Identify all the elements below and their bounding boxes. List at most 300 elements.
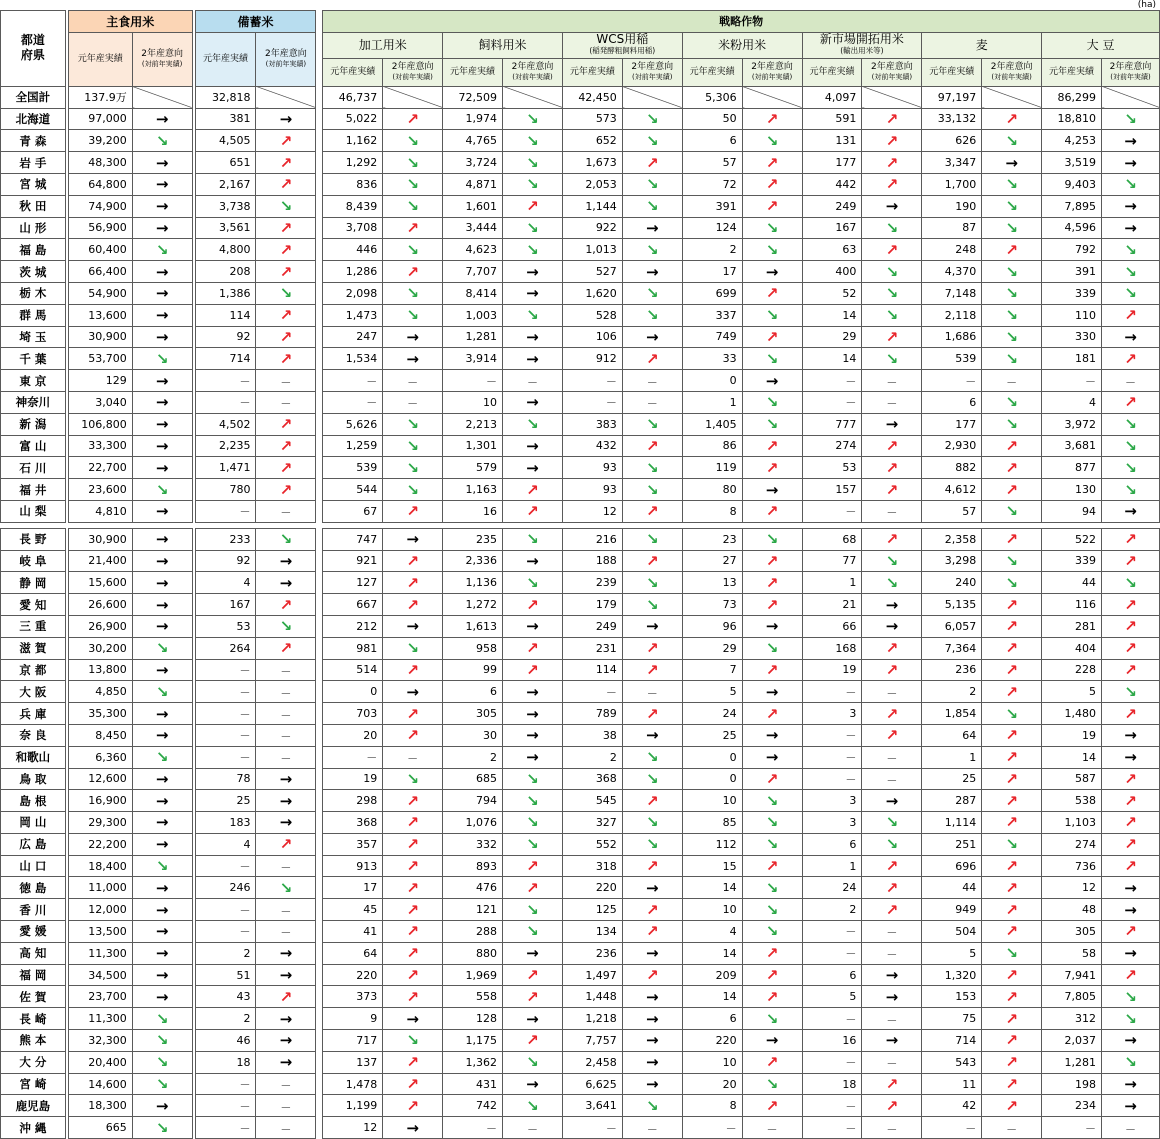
trend-arrow-icon: ↘ [982, 195, 1042, 217]
actual-value: 3,298 [922, 550, 982, 572]
actual-value: 339 [1042, 550, 1102, 572]
trend-arrow-icon: ↗ [982, 528, 1042, 550]
actual-value: 12 [323, 1117, 383, 1139]
actual-value: 2,458 [562, 1051, 622, 1073]
actual-value: 2 [195, 1008, 256, 1030]
spacer [316, 500, 323, 522]
total-crop-actual: 4,097 [802, 86, 862, 108]
actual-value: 2 [443, 746, 503, 768]
actual-value: 15,600 [68, 572, 132, 594]
spacer [316, 877, 323, 899]
trend-arrow-icon: ↗ [982, 986, 1042, 1008]
actual-value: － [802, 768, 862, 790]
actual-value: 23,700 [68, 986, 132, 1008]
prefecture-row [1, 1073, 1160, 1095]
trend-arrow-icon: － [383, 746, 443, 768]
trend-arrow-icon: － [256, 370, 316, 392]
actual-value: 3,681 [1042, 435, 1102, 457]
trend-arrow-icon: ↗ [622, 703, 682, 725]
actual-value: 305 [443, 703, 503, 725]
pref-name: 千 葉 [1, 348, 66, 370]
actual-value: － [802, 391, 862, 413]
actual-value: 4,596 [1042, 217, 1102, 239]
actual-value: 43 [195, 986, 256, 1008]
trend-arrow-icon: → [256, 1051, 316, 1073]
pref-name: 広 島 [1, 833, 66, 855]
trend-arrow-icon: ↘ [982, 130, 1042, 152]
trend-arrow-icon: ↘ [383, 195, 443, 217]
actual-value: 714 [922, 1030, 982, 1052]
actual-value: 85 [682, 812, 742, 834]
spacer [316, 1073, 323, 1095]
crop-header: 米粉用米 [682, 32, 802, 58]
actual-value: － [195, 1095, 256, 1117]
trend-arrow-icon: → [1102, 326, 1160, 348]
actual-value: － [562, 1117, 622, 1139]
actual-value: 236 [922, 659, 982, 681]
actual-value: 57 [922, 500, 982, 522]
actual-value: 1,613 [443, 615, 503, 637]
trend-arrow-icon: ↘ [622, 195, 682, 217]
trend-arrow-icon: ↗ [982, 457, 1042, 479]
trend-arrow-icon: → [1102, 1030, 1160, 1052]
actual-value: 1,259 [323, 435, 383, 457]
trend-arrow-icon: ↘ [1102, 681, 1160, 703]
actual-value: 32,300 [68, 1030, 132, 1052]
actual-value: 72 [682, 173, 742, 195]
trend-arrow-icon: ↘ [503, 528, 563, 550]
trend-arrow-icon: － [862, 500, 922, 522]
trend-arrow-icon: ↘ [622, 239, 682, 261]
actual-value: 3,738 [195, 195, 256, 217]
trend-arrow-icon: → [256, 572, 316, 594]
trend-arrow-icon: → [1102, 1073, 1160, 1095]
trend-arrow-icon: ↗ [622, 855, 682, 877]
actual-value: 2,235 [195, 435, 256, 457]
trend-arrow-icon: ↘ [742, 1008, 802, 1030]
trend-arrow-icon: → [383, 1008, 443, 1030]
trend-arrow-icon: → [132, 833, 192, 855]
actual-value: 3,561 [195, 217, 256, 239]
actual-value: － [323, 746, 383, 768]
actual-value: 179 [562, 594, 622, 616]
actual-value: 1,601 [443, 195, 503, 217]
prefecture-row [1, 790, 1160, 812]
trend-arrow-icon: → [132, 282, 192, 304]
spacer [316, 594, 323, 616]
actual-value: 198 [1042, 1073, 1102, 1095]
actual-value: 4 [195, 572, 256, 594]
actual-value: － [443, 370, 503, 392]
actual-value: 11 [922, 1073, 982, 1095]
actual-value: 264 [195, 637, 256, 659]
trend-arrow-icon: ↗ [742, 1095, 802, 1117]
pref-name: 新 潟 [1, 413, 66, 435]
trend-arrow-icon: → [132, 108, 192, 130]
actual-value: 1,013 [562, 239, 622, 261]
trend-arrow-icon: ↗ [982, 964, 1042, 986]
trend-arrow-icon: → [503, 348, 563, 370]
actual-value: 25 [195, 790, 256, 812]
actual-value: 6 [922, 391, 982, 413]
trend-arrow-icon: → [503, 391, 563, 413]
trend-arrow-icon: ↘ [503, 790, 563, 812]
stock-rice-header: 備蓄米 [195, 11, 316, 33]
total-crop-actual: 86,299 [1042, 86, 1102, 108]
actual-value: 44 [922, 877, 982, 899]
diagonal-cell [132, 86, 192, 108]
trend-arrow-icon: → [132, 550, 192, 572]
actual-value: 212 [323, 615, 383, 637]
trend-arrow-icon: ↘ [132, 348, 192, 370]
trend-arrow-icon: → [132, 457, 192, 479]
table-body [1, 86, 1160, 1138]
trend-arrow-icon: ↘ [982, 348, 1042, 370]
trend-arrow-icon: → [622, 877, 682, 899]
trend-arrow-icon: － [256, 746, 316, 768]
trend-arrow-icon: ↗ [383, 572, 443, 594]
pref-name: 沖 縄 [1, 1117, 66, 1139]
trend-arrow-icon: ↗ [383, 659, 443, 681]
trend-arrow-icon: → [862, 964, 922, 986]
trend-arrow-icon: → [256, 812, 316, 834]
actual-value: 11,300 [68, 1008, 132, 1030]
actual-value: 552 [562, 833, 622, 855]
trend-arrow-icon: ↗ [256, 348, 316, 370]
actual-value: 22,200 [68, 833, 132, 855]
actual-value: 44 [1042, 572, 1102, 594]
trend-arrow-icon: ↘ [132, 239, 192, 261]
prefecture-row [1, 435, 1160, 457]
actual-value: 330 [1042, 326, 1102, 348]
trend-arrow-icon: ↗ [862, 637, 922, 659]
actual-value: 17 [682, 261, 742, 283]
actual-value: 337 [682, 304, 742, 326]
actual-value: 543 [922, 1051, 982, 1073]
trend-arrow-icon: ↘ [383, 130, 443, 152]
pref-name: 北海道 [1, 108, 66, 130]
trend-arrow-icon: ↗ [622, 348, 682, 370]
prefecture-row [1, 681, 1160, 703]
prefecture-row [1, 1030, 1160, 1052]
trend-arrow-icon: ↘ [503, 812, 563, 834]
actual-value: 8,450 [68, 724, 132, 746]
trend-arrow-icon: ↗ [742, 435, 802, 457]
actual-value: 247 [323, 326, 383, 348]
actual-value: 2,213 [443, 413, 503, 435]
actual-value: 958 [443, 637, 503, 659]
actual-value: 19 [323, 768, 383, 790]
trend-arrow-icon: ↘ [1102, 239, 1160, 261]
actual-value: 53 [195, 615, 256, 637]
actual-value: 25 [682, 724, 742, 746]
trend-arrow-icon: ↗ [256, 217, 316, 239]
actual-value: 17 [323, 877, 383, 899]
trend-arrow-icon: ↗ [862, 152, 922, 174]
trend-arrow-icon: ↗ [742, 659, 802, 681]
trend-arrow-icon: ↗ [982, 1051, 1042, 1073]
actual-value: － [682, 1117, 742, 1139]
trend-arrow-icon: → [132, 899, 192, 921]
unit-label: (ha) [1137, 0, 1156, 10]
actual-value: 64 [323, 942, 383, 964]
trend-arrow-icon: ↘ [862, 833, 922, 855]
actual-value: 1,405 [682, 413, 742, 435]
trend-arrow-icon: → [622, 724, 682, 746]
actual-value: 86 [682, 435, 742, 457]
actual-value: 12 [1042, 877, 1102, 899]
trend-arrow-icon: ↘ [256, 528, 316, 550]
trend-arrow-icon: ↗ [862, 1095, 922, 1117]
actual-value: 14 [682, 986, 742, 1008]
actual-value: 124 [682, 217, 742, 239]
pref-name: 滋 賀 [1, 637, 66, 659]
prefecture-row [1, 964, 1160, 986]
actual-value: 1,974 [443, 108, 503, 130]
actual-value: 116 [1042, 594, 1102, 616]
crop-actual-header: 元年産実績 [562, 58, 622, 86]
spacer [316, 108, 323, 130]
actual-value: 6,625 [562, 1073, 622, 1095]
trend-arrow-icon: ↗ [622, 637, 682, 659]
actual-value: 10 [682, 1051, 742, 1073]
trend-arrow-icon: ↘ [742, 833, 802, 855]
trend-arrow-icon: ↗ [383, 986, 443, 1008]
actual-value: 0 [682, 768, 742, 790]
trend-arrow-icon: ↘ [383, 282, 443, 304]
prefecture-row [1, 637, 1160, 659]
trend-arrow-icon: ↘ [862, 348, 922, 370]
pref-name: 石 川 [1, 457, 66, 479]
pref-name: 島 根 [1, 790, 66, 812]
prefecture-row [1, 173, 1160, 195]
trend-arrow-icon: ↗ [503, 964, 563, 986]
actual-value: 246 [195, 877, 256, 899]
trend-arrow-icon: → [132, 877, 192, 899]
actual-value: 10 [682, 899, 742, 921]
trend-arrow-icon: ↗ [1102, 790, 1160, 812]
actual-value: 1 [682, 391, 742, 413]
trend-arrow-icon: → [132, 195, 192, 217]
trend-arrow-icon: ↗ [982, 899, 1042, 921]
prefecture-row [1, 812, 1160, 834]
trend-arrow-icon: → [1102, 130, 1160, 152]
trend-arrow-icon: ↘ [622, 1095, 682, 1117]
trend-arrow-icon: ↗ [503, 594, 563, 616]
trend-arrow-icon: → [1102, 500, 1160, 522]
prefecture-row [1, 572, 1160, 594]
trend-arrow-icon: → [503, 703, 563, 725]
trend-arrow-icon: ↗ [742, 500, 802, 522]
actual-value: 591 [802, 108, 862, 130]
trend-arrow-icon: － [256, 1073, 316, 1095]
crop-header: 麦 [922, 32, 1042, 58]
trend-arrow-icon: ↗ [383, 1051, 443, 1073]
actual-value: 13 [682, 572, 742, 594]
prefecture-row [1, 261, 1160, 283]
trend-arrow-icon: → [383, 615, 443, 637]
actual-value: 248 [922, 239, 982, 261]
trend-arrow-icon: ↘ [503, 130, 563, 152]
actual-value: 45 [323, 899, 383, 921]
crop-intent-header: 2年産意向 (対前年実績) [1102, 58, 1160, 86]
trend-arrow-icon: → [132, 942, 192, 964]
actual-value: 220 [323, 964, 383, 986]
actual-value: 53,700 [68, 348, 132, 370]
pref-name: 三 重 [1, 615, 66, 637]
actual-value: 27 [682, 550, 742, 572]
trend-arrow-icon: ↘ [622, 594, 682, 616]
actual-value: 383 [562, 413, 622, 435]
trend-arrow-icon: ↗ [383, 790, 443, 812]
trend-arrow-icon: ↘ [1102, 1051, 1160, 1073]
actual-value: 73 [682, 594, 742, 616]
trend-arrow-icon: → [622, 217, 682, 239]
trend-arrow-icon: ↘ [1102, 457, 1160, 479]
spacer [316, 659, 323, 681]
spacer [316, 942, 323, 964]
actual-value: 125 [562, 899, 622, 921]
spacer [316, 261, 323, 283]
trend-arrow-icon: ↗ [742, 550, 802, 572]
actual-value: 2,053 [562, 173, 622, 195]
trend-arrow-icon: ↘ [383, 173, 443, 195]
actual-value: 6 [443, 681, 503, 703]
actual-value: － [195, 659, 256, 681]
trend-arrow-icon: ↘ [503, 1051, 563, 1073]
spacer [316, 921, 323, 943]
trend-arrow-icon: ↗ [742, 594, 802, 616]
trend-arrow-icon: ↗ [383, 724, 443, 746]
trend-arrow-icon: ↗ [1102, 964, 1160, 986]
actual-value: － [802, 1008, 862, 1030]
spacer [316, 1008, 323, 1030]
actual-value: 1,136 [443, 572, 503, 594]
trend-arrow-icon: → [503, 550, 563, 572]
actual-value: 3,347 [922, 152, 982, 174]
pref-name: 福 島 [1, 239, 66, 261]
trend-arrow-icon: ↘ [622, 173, 682, 195]
trend-arrow-icon: ↘ [622, 812, 682, 834]
actual-value: 777 [802, 413, 862, 435]
prefecture-row [1, 1051, 1160, 1073]
trend-arrow-icon: － [256, 899, 316, 921]
trend-arrow-icon: ↘ [256, 282, 316, 304]
trend-arrow-icon: → [132, 304, 192, 326]
prefecture-row [1, 899, 1160, 921]
actual-value: 5 [1042, 681, 1102, 703]
actual-value: 26,900 [68, 615, 132, 637]
actual-value: － [802, 942, 862, 964]
actual-value: 1,144 [562, 195, 622, 217]
trend-arrow-icon: ↗ [1102, 812, 1160, 834]
actual-value: 2,358 [922, 528, 982, 550]
spacer [316, 152, 323, 174]
actual-value: 39,200 [68, 130, 132, 152]
trend-arrow-icon: ↗ [982, 681, 1042, 703]
actual-value: 18 [195, 1051, 256, 1073]
actual-value: 11,000 [68, 877, 132, 899]
trend-arrow-icon: ↗ [862, 108, 922, 130]
actual-value: 208 [195, 261, 256, 283]
actual-value: 431 [443, 1073, 503, 1095]
actual-value: 80 [682, 479, 742, 501]
trend-arrow-icon: ↘ [132, 746, 192, 768]
actual-value: 53 [802, 457, 862, 479]
trend-arrow-icon: ↘ [742, 637, 802, 659]
trend-arrow-icon: － [862, 1117, 922, 1139]
trend-arrow-icon: → [503, 942, 563, 964]
actual-value: 298 [323, 790, 383, 812]
actual-value: 1,620 [562, 282, 622, 304]
actual-value: 114 [562, 659, 622, 681]
actual-value: 60,400 [68, 239, 132, 261]
pref-name: 長 崎 [1, 1008, 66, 1030]
prefecture-row [1, 942, 1160, 964]
actual-value: 6 [802, 964, 862, 986]
actual-value: 12,000 [68, 899, 132, 921]
actual-value: － [802, 746, 862, 768]
crop-intent-table [0, 10, 1160, 1139]
trend-arrow-icon: ↘ [1102, 108, 1160, 130]
trend-arrow-icon: ↘ [383, 1030, 443, 1052]
actual-value: － [195, 681, 256, 703]
trend-arrow-icon: ↘ [1102, 173, 1160, 195]
actual-value: 9 [323, 1008, 383, 1030]
trend-arrow-icon: ↘ [383, 637, 443, 659]
trend-arrow-icon: → [132, 594, 192, 616]
trend-arrow-icon: → [982, 152, 1042, 174]
actual-value: 539 [922, 348, 982, 370]
actual-value: 4,505 [195, 130, 256, 152]
actual-value: － [195, 724, 256, 746]
trend-arrow-icon: ↗ [622, 550, 682, 572]
actual-value: 1,854 [922, 703, 982, 725]
actual-value: 167 [195, 594, 256, 616]
diagonal-cell [742, 86, 802, 108]
actual-value: 97,000 [68, 108, 132, 130]
actual-value: 68 [802, 528, 862, 550]
actual-value: － [802, 681, 862, 703]
actual-value: － [195, 855, 256, 877]
actual-value: 110 [1042, 304, 1102, 326]
trend-arrow-icon: － [862, 1051, 922, 1073]
crop-intent-header: 2年産意向 (対前年実績) [383, 58, 443, 86]
pref-column-header: 都道 府県 [1, 11, 66, 87]
trend-arrow-icon: → [862, 790, 922, 812]
actual-value: 2 [922, 681, 982, 703]
spacer [316, 703, 323, 725]
actual-value: 29,300 [68, 812, 132, 834]
actual-value: 4,871 [443, 173, 503, 195]
actual-value: 7 [682, 659, 742, 681]
trend-arrow-icon: → [383, 681, 443, 703]
actual-value: 13,800 [68, 659, 132, 681]
actual-value: 50 [682, 108, 742, 130]
actual-value: 251 [922, 833, 982, 855]
actual-value: 168 [802, 637, 862, 659]
actual-value: 6,057 [922, 615, 982, 637]
actual-value: 15 [682, 855, 742, 877]
actual-value: 1,162 [323, 130, 383, 152]
actual-value: － [802, 500, 862, 522]
main-intent-header: 2年産意向 (対前年実績) [132, 32, 192, 86]
actual-value: 1,448 [562, 986, 622, 1008]
trend-arrow-icon: － [622, 681, 682, 703]
actual-value: 404 [1042, 637, 1102, 659]
trend-arrow-icon: ↘ [862, 217, 922, 239]
main-rice-header: 主食用米 [68, 11, 192, 33]
